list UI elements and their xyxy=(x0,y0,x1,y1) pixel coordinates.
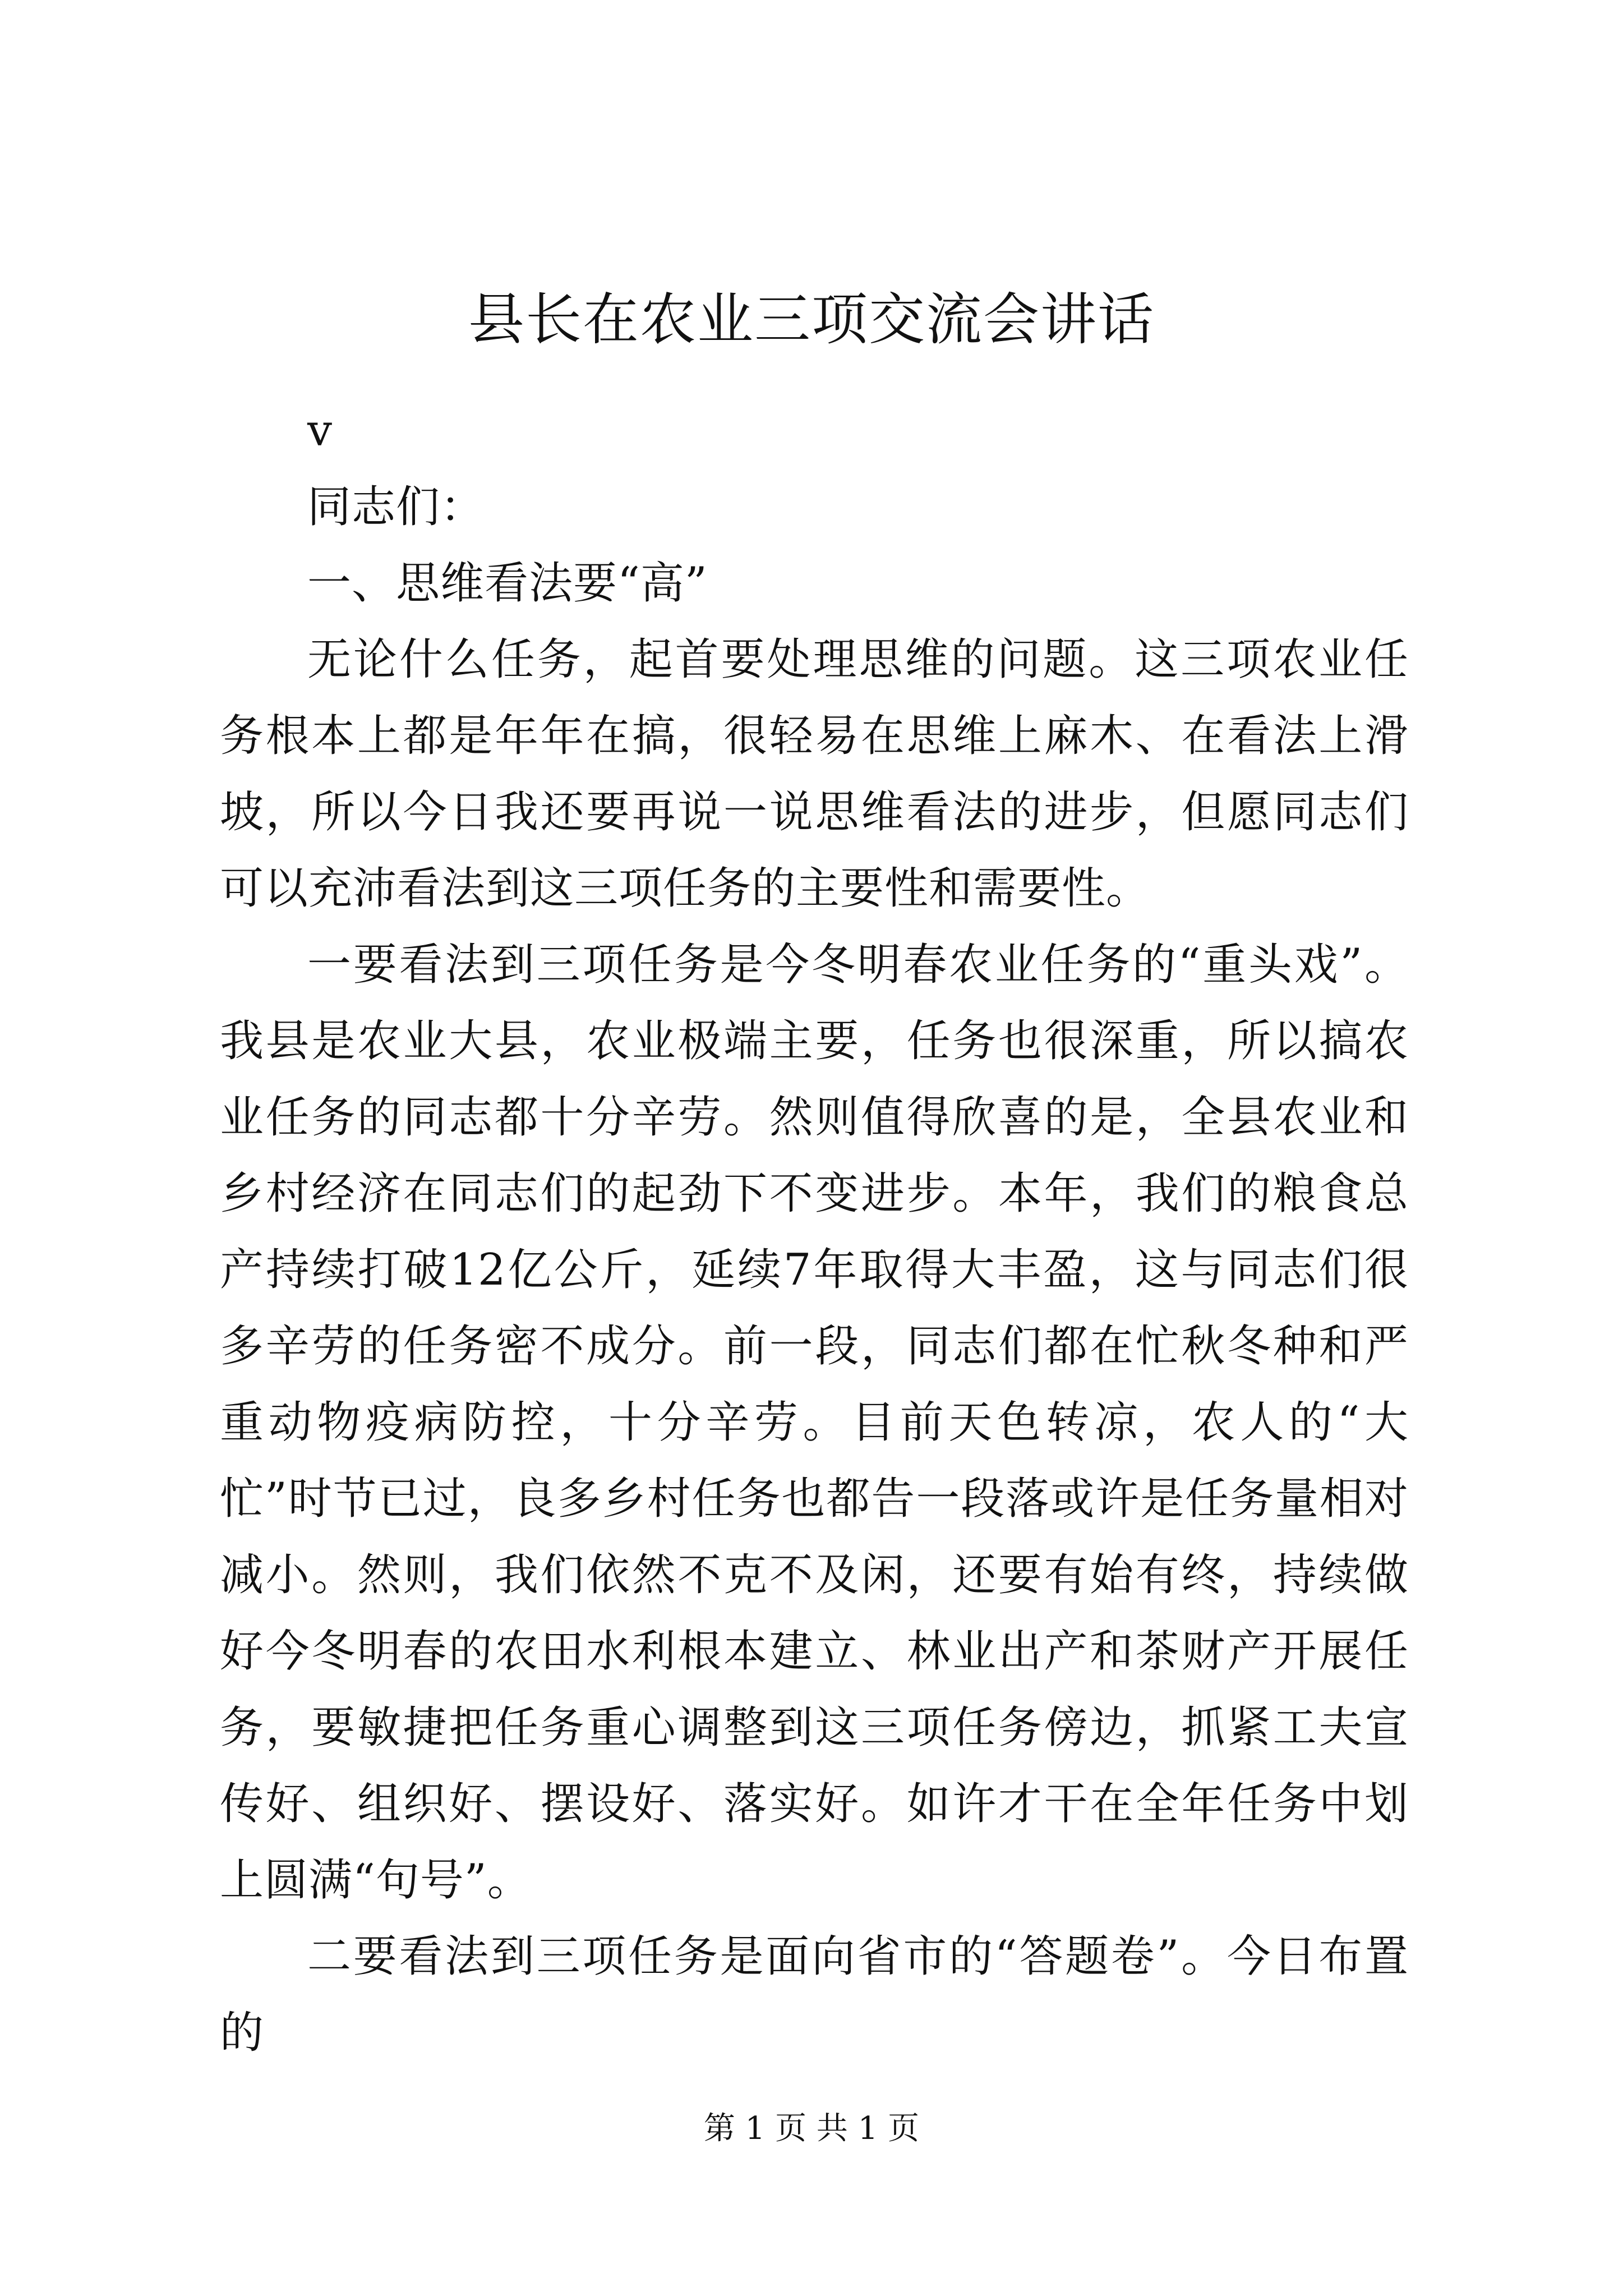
paragraph: 二要看法到三项任务是面向省市的“答题卷”。今日布置的 xyxy=(220,1931,1409,2058)
paragraph-salutation: 同志们： xyxy=(307,482,485,532)
paragraph-marker: v xyxy=(307,406,333,456)
paragraph: 一要看法到三项任务是今冬明春农业任务的“重头戏”。我县是农业大县，农业极端主要，任务也很深重，所以搞农业任务的同志都十分辛劳。然则值得欣喜的是，全县农业和乡村经济在同志们的起劲下不变进步。本年，我们的粮食总产持续打破12亿公斤，延续7年取得大丰盈，这与同志们很多辛劳的任务密不成分。前一段，同志们都在忙秋冬种和严重动物疫病防控，十分辛劳。目前天色转凉，农人的“大忙”时节已过，良多乡村任务也都告一段落或许是任务量相对减小。然则，我们依然不克不及闲，还要有始有终，持续做好今冬明春的农田水利根本建立、林业出产和茶财产开展任务，要敏捷把任务重心调整到这三项任务傍边，抓紧工夫宣传好、组织好、摆设好、落实好。如许才干在全年任务中划上圆满“句号”。 xyxy=(220,940,1409,1906)
document-body xyxy=(220,393,1409,2071)
page-number-footer: 第 1 页 共 1 页 xyxy=(703,2110,920,2147)
section-heading: 一、思维看法要“高” xyxy=(307,558,708,609)
paragraph: 无论什么任务，起首要处理思维的问题。这三项农业任务根本上都是年年在搞，很轻易在思维上麻木、在看法上滑坡，所以今日我还要再说一说思维看法的进步，但愿同志们可以充沛看法到这三项任务的主要性和需要性。 xyxy=(220,634,1409,914)
document-title: 县长在农业三项交流会讲话 xyxy=(468,287,1155,352)
